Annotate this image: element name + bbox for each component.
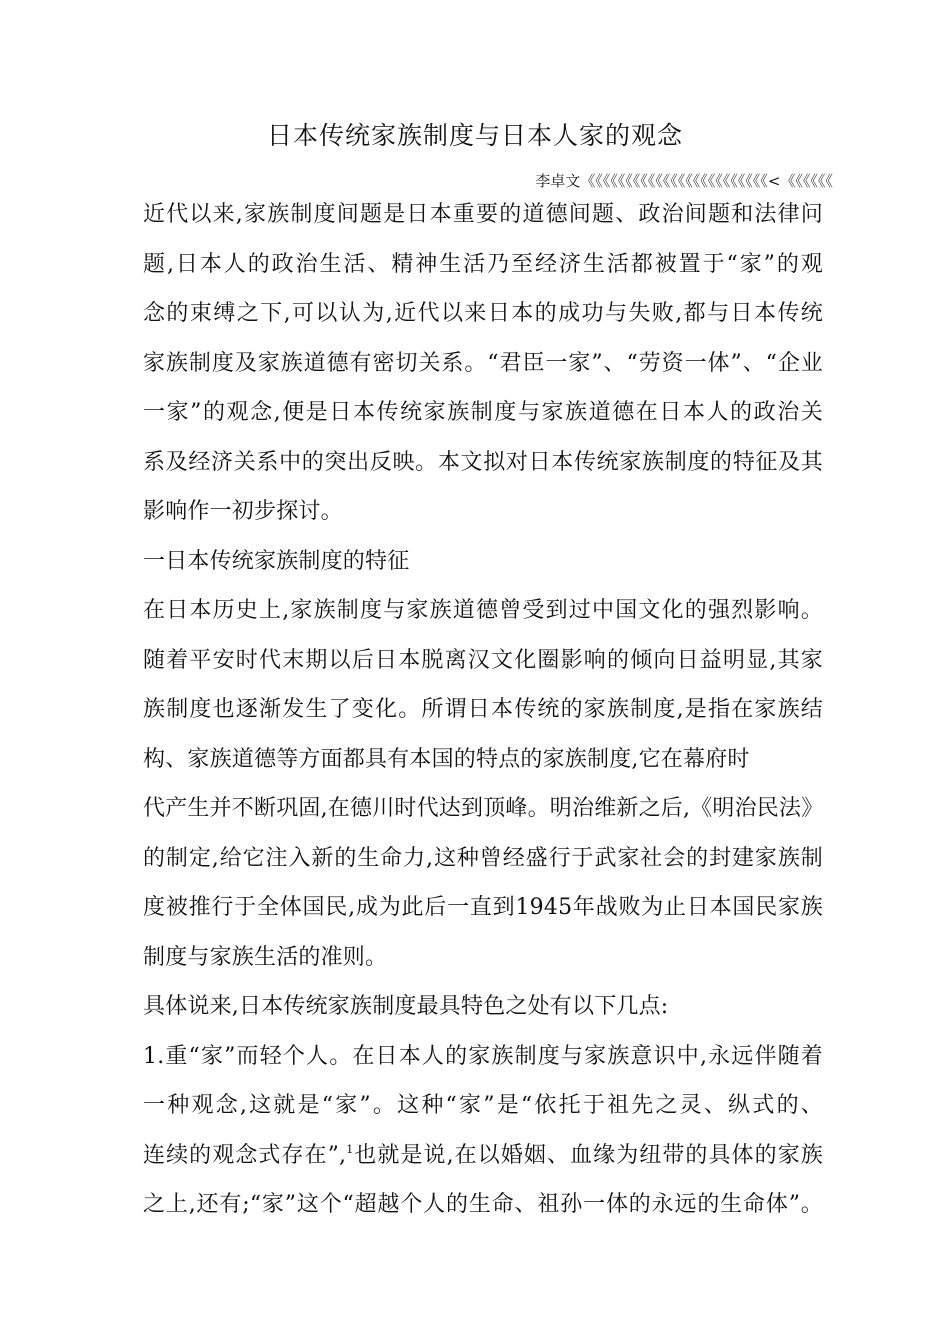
text-line [143,1131,823,1181]
text-segment: 连续的观念式存在”, [143,1142,347,1168]
text-line: 念的束缚之下,可以认为,近代以来日本的成功与失败,都与日本传统 [143,301,823,326]
footnote-marker[interactable]: 1 [346,1142,354,1156]
document-body [143,190,823,1230]
text-line: 制度与家族生活的准则。 [143,944,388,970]
text-line: 随着平安时代末期以后日本脱离汉文化圈影响的倾向日益明显,其家 [143,647,823,673]
text-line: 度被推行于全体国民,成为此后一直到1945年战败为止日本国民家族 [143,895,823,920]
section-heading: 一日本传统家族制度的特征 [143,548,410,574]
text-line: 题,日本人的政治生活、精神生活乃至经济生活都被置于“家”的观 [143,251,823,277]
text-line: 之上,还有;“家”这个“超越个人的生命、祖孙一体的永远的生命体”。 [143,1192,823,1217]
text-line: 代产生并不断巩固,在德川时代达到顶峰。明治维新之后,《明治民法》 [143,796,824,821]
text-line: 构、家族道德等方面都具有本国的特点的家族制度,它在幕府时 [143,746,750,772]
text-line: 具体说来,日本传统家族制度最具特色之处有以下几点: [143,994,669,1019]
text-line: 一种观念,这就是“家”。这种“家”是“依托于祖先之灵、纵式的、 [143,1093,823,1118]
text-line: 1.重“家”而轻个人。在日本人的家族制度与家族意识中,永远伴随着 [143,1043,823,1069]
text-line: 在日本历史上,家族制度与家族道德曾受到过中国文化的强烈影响。 [143,598,823,623]
text-line: 的制定,给它注入新的生命力,这种曾经盛行于武家社会的封建家族制 [143,845,823,871]
text-segment: 也就是说,在以婚姻、血缘为纽带的具体的家族 [353,1142,823,1168]
text-line: 近代以来,家族制度间题是日本重要的道德间题、政治间题和法律问 [143,202,823,227]
text-line: 家族制度及家族道德有密切关系。“君臣一家”、“劳资一体”、“企业 [143,350,823,376]
text-line: 一家”的观念,便是日本传统家族制度与家族道德在日本人的政治关 [143,400,823,425]
author-line: 李卓文《《《《《《《《《《《《《《《《《《《《《《《《<《《《《《《 [535,172,833,190]
text-line: 系及经济关系中的突出反映。本文拟对日本传统家族制度的特征及其 [143,449,823,475]
text-line: 影响作一初步探讨。 [143,499,343,524]
document-title: 日本传统家族制度与日本人家的观念 [266,121,683,150]
text-line: 族制度也逐渐发生了变化。所谓日本传统的家族制度,是指在家族结 [143,697,823,722]
